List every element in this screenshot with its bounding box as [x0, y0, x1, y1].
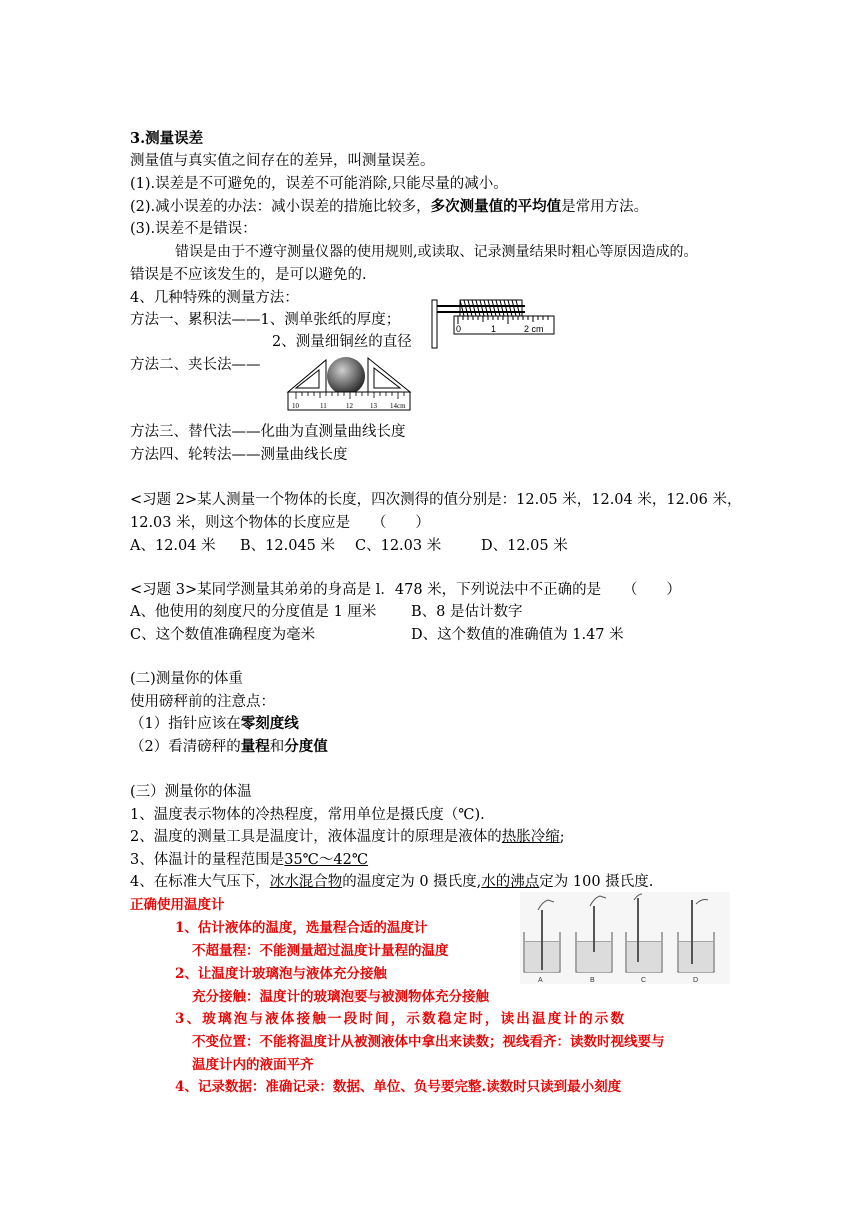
usage-rule-4: 4、记录数据：准确记录：数据、单位、负号要完整.读数时只读到最小刻度: [175, 1079, 622, 1095]
ball-tick-13: 13: [370, 402, 377, 410]
temp-title: (三）测量你的体温: [130, 784, 252, 800]
usage-rule-3: 3、玻璃泡与液体接触一段时间，示数稳定时，读出温度计的示数: [175, 1011, 627, 1027]
exercise-2-option-d: D、12.05 米: [481, 538, 568, 554]
coil-tick-2: 2 cm: [524, 324, 544, 334]
error-definition: 测量值与真实值之间存在的差异，叫测量误差。: [130, 153, 435, 169]
exercise-2-option-b: B、12.045 米: [240, 538, 336, 554]
exercise-3-option-b: B、8 是估计数字: [411, 604, 523, 620]
usage-rule-3-detail: 不变位置：不能将温度计从被测液体中拿出来读数；视线看齐：读数时视线要与: [192, 1034, 665, 1050]
temp-item-1: 1、温度表示物体的冷热程度，常用单位是摄氏度（℃).: [130, 807, 485, 823]
ball-shape: [327, 357, 365, 395]
method-3: 方法三、替代法——化曲为直测量曲线长度: [130, 424, 406, 440]
usage-rule-3-detail-2: 温度计内的液面平齐: [192, 1057, 314, 1073]
coil-tick-0: 0: [456, 324, 462, 334]
error-point-2: (2).减小误差的办法：减小误差的措施比较多，多次测量值的平均值是常用方法。: [130, 198, 649, 215]
error-point-3: (3).误差不是错误：: [130, 221, 257, 237]
weight-item-2: （2）看清磅秤的量程和分度值: [130, 738, 328, 755]
weight-intro: 使用磅秤前的注意点：: [130, 694, 275, 710]
beakers-figure: [520, 892, 730, 984]
beaker-label-a: A: [538, 977, 543, 984]
ball-caliper-figure: [286, 354, 416, 414]
ball-tick-12: 12: [346, 402, 353, 410]
method-2: 方法二、夹长法——: [130, 357, 261, 373]
mistake-line-2: 错误是不应该发生的，是可以避免的.: [130, 267, 367, 283]
usage-rule-1: 1、估计液体的温度，选量程合适的温度计: [175, 920, 428, 936]
weight-title: (二)测量你的体重: [130, 671, 243, 687]
method-1: 方法一、累积法——1、测单张纸的厚度；: [130, 312, 401, 328]
section-3-title: 3.测量误差: [130, 130, 204, 147]
beaker-label-d: D: [693, 977, 699, 984]
method-1b: 2、测量细铜丝的直径: [272, 334, 412, 350]
temp-item-2: 2、温度的测量工具是温度计，液体温度计的原理是液体的热胀冷缩;: [130, 829, 565, 845]
error-point-1: (1).误差是不可避免的，误差不可能消除,只能尽量的减小。: [130, 176, 508, 192]
exercise-2-question-line-2: 12.03 米，则这个物体的长度应是 （ ）: [130, 515, 430, 531]
usage-rule-2-detail: 充分接触：温度计的玻璃泡要与被测物体充分接触: [192, 989, 489, 1005]
exercise-2-option-c: C、12.03 米: [355, 538, 442, 554]
mistake-line-1: 错误是由于不遵守测量仪器的使用规则,或读取、记录测量结果时粗心等原因造成的。: [175, 244, 698, 260]
usage-rule-1-detail: 不超量程：不能测量超过温度计量程的温度: [192, 943, 449, 959]
beaker-label-c: C: [641, 977, 647, 984]
temp-item-3: 3、体温计的量程范围是35℃～42℃: [130, 852, 369, 868]
weight-item-1: （1）指针应该在零刻度线: [130, 715, 299, 732]
temp-item-4: 4、在标准大气压下，冰水混合物的温度定为 0 摄氏度,水的沸点定为 100 摄氏度.: [130, 874, 654, 890]
exercise-3-question: <习题 3>某同学测量其弟弟的身高是 l．478 米，下列说法中不正确的是 （ ）: [130, 582, 681, 598]
exercise-2-option-a: A、12.04 米: [130, 538, 216, 554]
coil-ruler-figure: [430, 296, 560, 352]
ball-tick-11: 11: [320, 402, 327, 410]
exercise-3-option-d: D、这个数值的准确值为 1.47 米: [411, 627, 624, 643]
beaker-label-b: B: [590, 977, 595, 984]
ball-tick-14: 14cm: [390, 402, 406, 410]
exercise-3-option-a: A、他使用的刻度尺的分度值是 1 厘米: [130, 604, 377, 620]
exercise-2-question-line-1: <习题 2>某人测量一个物体的长度，四次测得的值分别是：12.05 米，12.04 米，12.06 米，: [130, 492, 742, 508]
coil-tick-1: 1: [491, 324, 497, 334]
ball-tick-10: 10: [292, 402, 299, 410]
method-4: 方法四、轮转法——测量曲线长度: [130, 447, 348, 463]
usage-title: 正确使用温度计: [130, 897, 225, 913]
exercise-3-option-c: C、这个数值准确程度为毫米: [130, 627, 316, 643]
usage-rule-2: 2、让温度计玻璃泡与液体充分接触: [175, 966, 387, 982]
section-4-title: 4、几种特殊的测量方法：: [130, 290, 299, 306]
